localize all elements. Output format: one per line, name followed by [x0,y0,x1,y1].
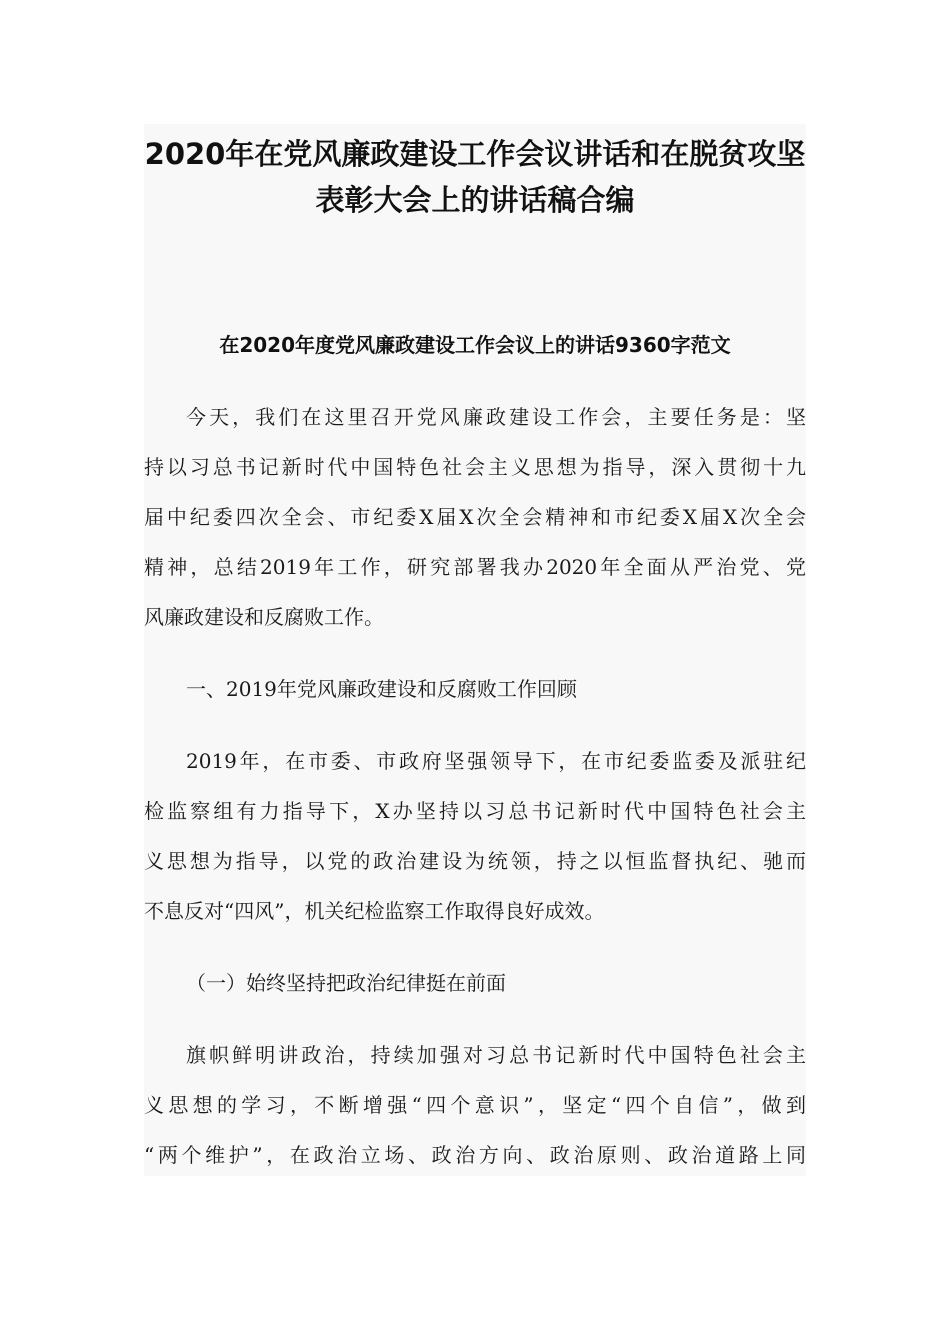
paragraph-line: 旗帜鲜明讲政治，持续加强对习总书记新时代中国特色社会主 [186,1043,806,1067]
document-title-line-2: 表彰大会上的讲话稿合编 [315,183,635,217]
paragraph-line: 精神，总结2019年工作，研究部署我办2020年全面从严治党、党 [144,555,806,579]
paragraph-line: 2019年，在市委、市政府坚强领导下，在市纪委监委及派驻纪 [186,749,806,773]
paragraph-line: 检监察组有力指导下，X办坚持以习总书记新时代中国特色社会主 [144,799,806,823]
paragraph-line: 今天，我们在这里召开党风廉政建设工作会，主要任务是：坚 [186,405,806,429]
subsection-heading: （一）始终坚持把政治纪律挺在前面 [186,971,506,995]
paragraph-line: 风廉政建设和反腐败工作。 [144,605,384,629]
paragraph-line: 届中纪委四次全会、市纪委X届X次全会精神和市纪委X届X次全会 [144,505,806,529]
paragraph-line: 持以习总书记新时代中国特色社会主义思想为指导，深入贯彻十九 [144,455,806,479]
paragraph-line: 不息反对“四风”，机关纪检监察工作取得良好成效。 [144,899,605,923]
document-page [144,124,806,1176]
document-title-line-1: 2020年在党风廉政建设工作会议讲话和在脱贫攻坚 [144,137,806,171]
paragraph-line: “两个维护”，在政治立场、政治方向、政治原则、政治道路上同 [144,1143,806,1167]
paragraph-line: 义思想为指导，以党的政治建设为统领，持之以恒监督执纪、驰而 [144,849,806,873]
paragraph-line: 义思想的学习，不断增强“四个意识”，坚定“四个自信”，做到 [144,1093,806,1117]
speech-subtitle: 在2020年度党风廉政建设工作会议上的讲话9360字范文 [219,333,731,357]
section-heading: 一、2019年党风廉政建设和反腐败工作回顾 [186,677,577,701]
